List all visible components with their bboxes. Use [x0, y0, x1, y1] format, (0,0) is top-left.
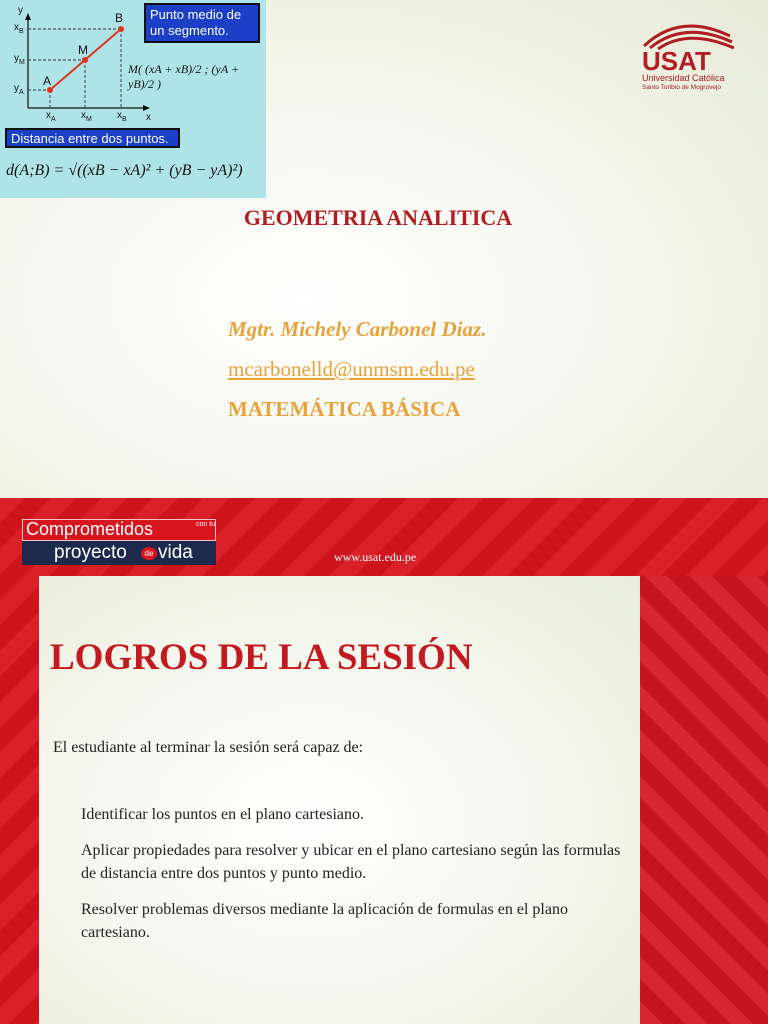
geometry-figure: [0, 0, 266, 198]
distance-formula: d(A;B) = √((xB − xA)² + (yB − yA)²): [6, 162, 243, 179]
objectives-list: [53, 803, 633, 957]
x-m-label: $x_M$: [81, 110, 92, 123]
banner-bottom-left-text: proyecto: [54, 542, 127, 563]
midpoint-formula: M( (xA + xB)/2 ; (yA + yB)/2 ): [128, 62, 240, 91]
usat-logo: [640, 18, 740, 98]
y-b-label: $x_B$: [14, 22, 24, 35]
banner-bottom-right-text: vida: [158, 542, 193, 563]
logo-wordmark: USAT: [642, 46, 711, 76]
author-email-link[interactable]: mcarbonelld@unmsm.edu.pe: [228, 357, 475, 381]
y-m-label: $y_M$: [14, 53, 25, 66]
banner-de-badge: de: [141, 547, 157, 560]
objectives-slide: [0, 498, 768, 1024]
x-a-label: $x_A$: [46, 110, 56, 123]
x-b-label: $x_B$: [117, 110, 127, 123]
axis-x-label: x: [146, 112, 151, 123]
website-link[interactable]: www.usat.edu.pe: [334, 550, 417, 564]
author-name: Mgtr. Michely Carbonel Diaz.: [228, 317, 487, 341]
title-slide: [0, 0, 768, 498]
course-name: MATEMÁTICA BÁSICA: [228, 397, 461, 421]
decorative-panel: [640, 576, 768, 1024]
objectives-content: [39, 576, 640, 1024]
list-item: Aplicar propiedades para resolver y ubicar en el plano cartesiano según las formulas de distancia entre dos puntos y punto medio.: [81, 842, 621, 882]
slide-title: GEOMETRIA ANALITICA: [243, 205, 513, 230]
list-item: Identificar los puntos en el plano cartesiano.: [81, 806, 365, 823]
point-b-label: B: [115, 11, 124, 25]
logo-university-name: Universidad Católica: [642, 73, 725, 83]
logo-university-subname: Santo Toribio de Mogrovejo: [642, 84, 722, 91]
y-a-label: $y_A$: [14, 83, 24, 96]
axis-y-label: y: [18, 5, 23, 16]
objectives-title: LOGROS DE LA SESIÓN: [50, 637, 473, 678]
banner-small-text: con tu: [196, 521, 216, 528]
distance-title-box: Distancia entre dos puntos.: [5, 128, 180, 148]
point-m-label: M: [78, 43, 88, 57]
banner-top-text: Comprometidos: [26, 519, 154, 539]
objectives-intro: El estudiante al terminar la sesión será capaz de:: [53, 739, 364, 756]
point-a-label: A: [43, 74, 52, 88]
list-item: Resolver problemas diversos mediante la aplicación de formulas en el plano cartesiano.: [81, 901, 568, 941]
midpoint-title-box: Punto medio de un segmento.: [144, 3, 260, 43]
campaign-banner: [22, 519, 216, 565]
